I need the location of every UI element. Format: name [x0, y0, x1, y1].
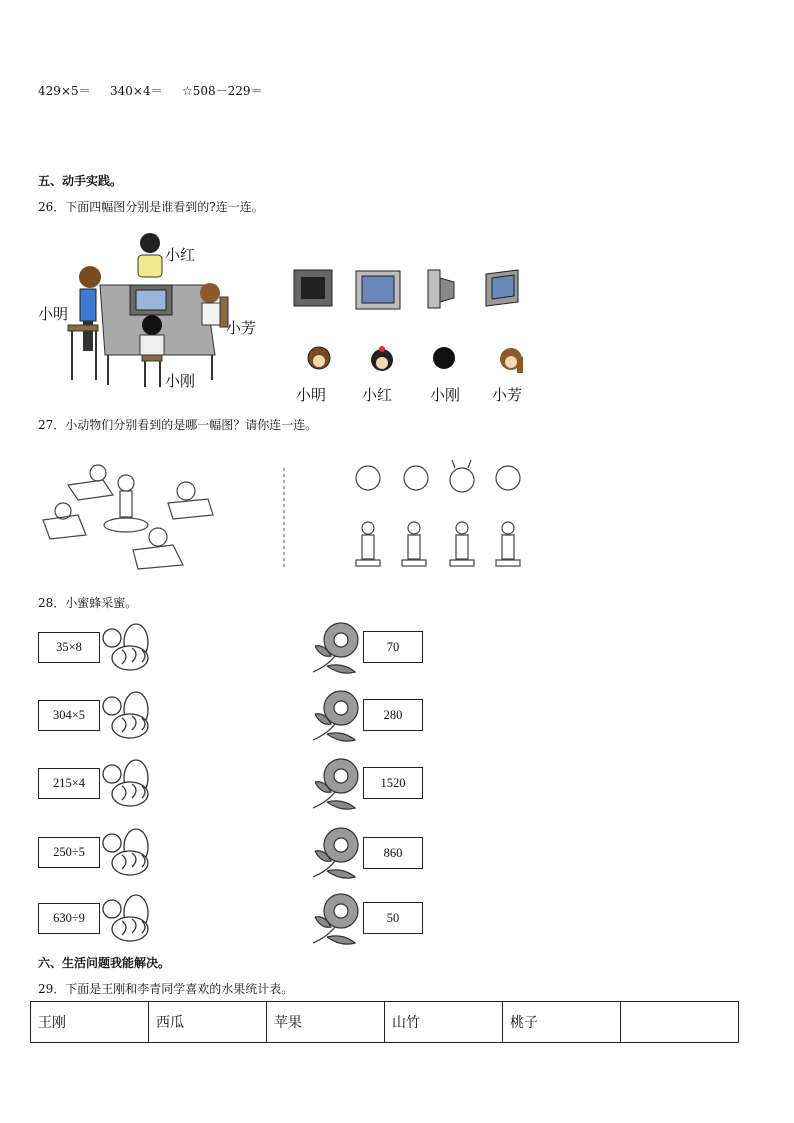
table-cell: 山竹 — [385, 1002, 503, 1043]
dashed-divider — [282, 468, 286, 568]
bee-expression-box[interactable]: 304×5 — [38, 700, 100, 731]
animals-scene-illustration — [38, 455, 218, 575]
table-cell — [621, 1002, 739, 1043]
flower-answer-box[interactable]: 1520 — [363, 767, 423, 799]
bee-expression-box[interactable]: 630÷9 — [38, 903, 100, 934]
calc-item-3: ☆508－229＝ — [182, 84, 263, 98]
bee-expression-box[interactable]: 35×8 — [38, 632, 100, 663]
monitor-view-side-icon[interactable] — [426, 268, 456, 310]
kid-name-3: 小刚 — [430, 386, 461, 404]
flower-answer-box[interactable]: 70 — [363, 631, 423, 663]
question-27-text: 27．小动物们分别看到的是哪一幅图？请你连一连。 — [38, 418, 318, 432]
bee-icon — [100, 620, 155, 675]
monitor-view-front-icon[interactable] — [355, 270, 401, 312]
section-5-title: 五、动手实践。 — [38, 174, 123, 188]
kid-head-xiaohong-icon — [369, 345, 395, 373]
flower-answer-box[interactable]: 280 — [363, 699, 423, 731]
table-cell: 王刚 — [31, 1002, 149, 1043]
bee-icon — [100, 756, 155, 811]
table-cell: 苹果 — [267, 1002, 385, 1043]
monitor-view-angled-icon[interactable] — [482, 268, 522, 308]
flower-icon — [305, 823, 360, 881]
flower-answer-box[interactable]: 860 — [363, 837, 423, 869]
kid-name-2: 小红 — [362, 386, 393, 404]
question-29-text: 29．下面是王刚和李青同学喜欢的水果统计表。 — [38, 982, 294, 996]
kid-head-xiaofang-icon — [497, 345, 525, 375]
bee-icon — [100, 825, 155, 880]
scene-label-xiaohong: 小红 — [165, 246, 196, 264]
kid-head-xiaoming-icon — [306, 345, 332, 371]
flower-icon — [305, 618, 360, 676]
figure-views-row[interactable] — [350, 520, 530, 572]
bee-expression-box[interactable]: 215×4 — [38, 768, 100, 799]
flower-icon — [305, 686, 360, 744]
question-28-text: 28．小蜜蜂采蜜。 — [38, 596, 138, 610]
kid-name-1: 小明 — [296, 386, 327, 404]
bee-icon — [100, 891, 155, 946]
question-26-text: 26．下面四幅图分别是谁看到的?连一连。 — [38, 200, 264, 214]
bee-icon — [100, 688, 155, 743]
flower-icon — [305, 889, 360, 947]
animal-heads-row[interactable] — [350, 460, 530, 498]
kid-head-xiaogang-icon — [431, 345, 457, 371]
calc-item-1: 429×5＝ — [38, 84, 91, 98]
flower-answer-box[interactable]: 50 — [363, 902, 423, 934]
calc-item-2: 340×4＝ — [110, 84, 163, 98]
scene-label-xiaogang: 小刚 — [165, 372, 196, 390]
bee-expression-box[interactable]: 250÷5 — [38, 837, 100, 868]
monitor-view-back-icon[interactable] — [292, 268, 334, 308]
table-cell: 桃子 — [503, 1002, 621, 1043]
flower-icon — [305, 754, 360, 812]
table-cell: 西瓜 — [149, 1002, 267, 1043]
scene-label-xiaoming: 小明 — [38, 305, 69, 323]
table-row — [31, 1002, 739, 1043]
scene-label-xiaofang: 小芳 — [226, 319, 257, 337]
section-6-title: 六、生活问题我能解决。 — [38, 956, 171, 970]
kid-name-4: 小芳 — [492, 386, 523, 404]
fruit-stats-table — [30, 1001, 739, 1043]
